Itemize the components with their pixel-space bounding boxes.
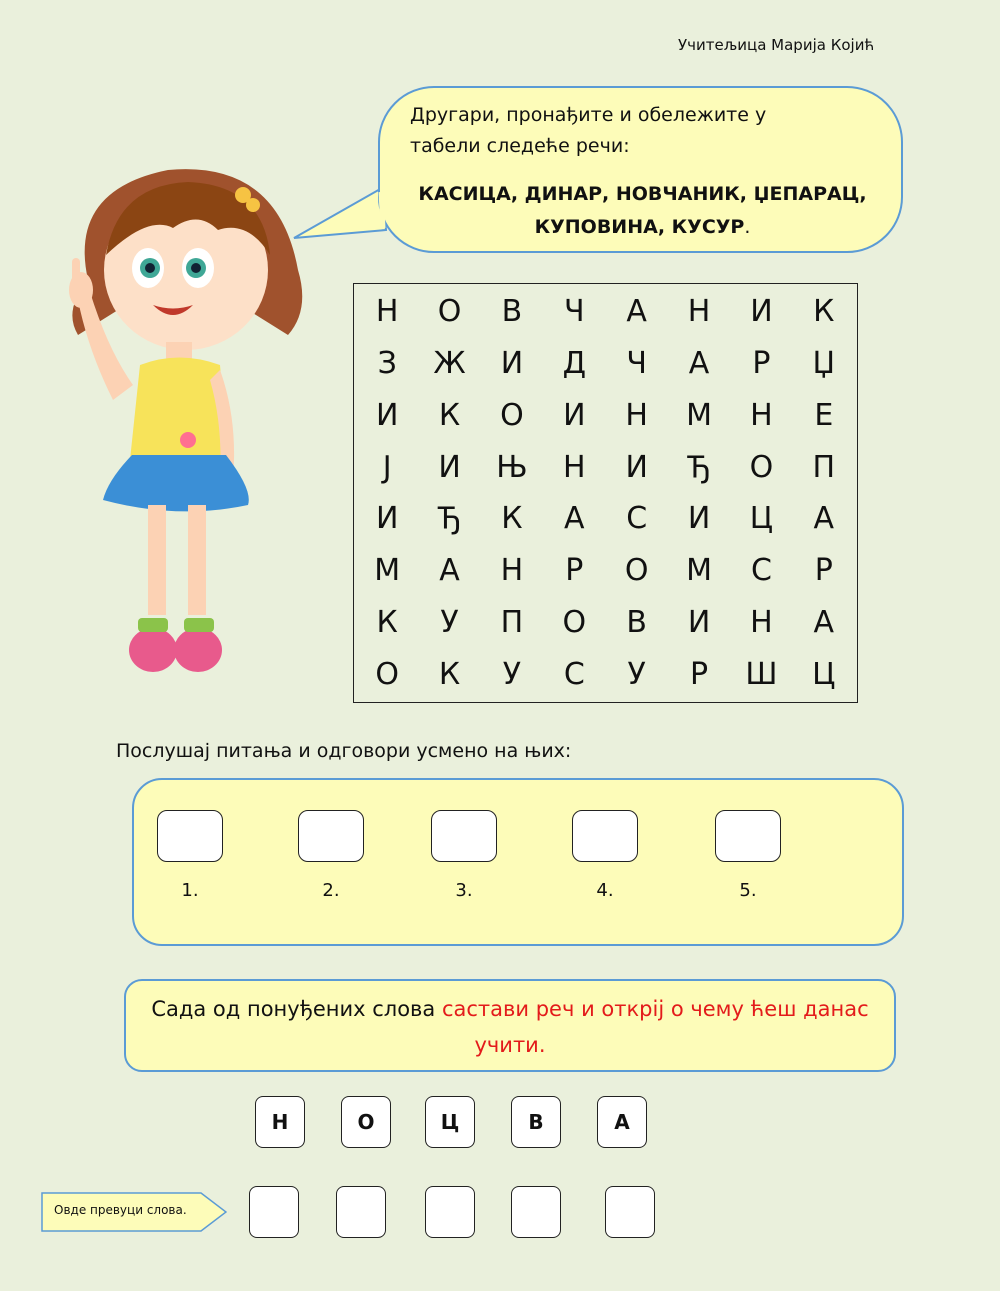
drop-slot-5[interactable]	[605, 1186, 655, 1238]
answer-box-2[interactable]	[298, 810, 364, 862]
answer-box-5[interactable]	[715, 810, 781, 862]
grid-cell[interactable]: З	[377, 346, 397, 382]
grid-cell[interactable]: И	[375, 501, 399, 537]
grid-cell[interactable]: У	[502, 656, 522, 692]
grid-cell[interactable]: Ђ	[437, 501, 462, 537]
grid-cell[interactable]: Р	[752, 346, 771, 382]
grid-cell[interactable]: И	[687, 604, 711, 640]
speech-words: КАСИЦА, ДИНАР, НОВЧАНИК, ЏЕПАРАЦ, КУПОВИНА, КУСУР	[418, 183, 867, 238]
letter-tile-4[interactable]: В	[511, 1096, 561, 1148]
task-text-red: састави реч и открij о чему ћеш данас учити.	[441, 997, 869, 1057]
grid-cell[interactable]: К	[501, 501, 523, 537]
drop-slot-2[interactable]	[336, 1186, 386, 1238]
grid-cell[interactable]: Ж	[433, 346, 466, 382]
drop-slot-1[interactable]	[249, 1186, 299, 1238]
grid-cell[interactable]: Ц	[749, 501, 774, 537]
answer-box-3[interactable]	[431, 810, 497, 862]
drop-slot-4[interactable]	[511, 1186, 561, 1238]
grid-cell[interactable]: А	[626, 294, 647, 330]
grid-cell[interactable]: Р	[565, 553, 584, 589]
speech-word-list	[400, 178, 885, 244]
grid-cell[interactable]: Н	[750, 604, 773, 640]
grid-cell[interactable]: О	[500, 397, 524, 433]
answer-box-4[interactable]	[572, 810, 638, 862]
grid-cell[interactable]: И	[375, 397, 399, 433]
author-name: Учитељица Марија Којић	[678, 36, 875, 54]
grid-cell[interactable]: Н	[750, 397, 773, 433]
grid-cell[interactable]: П	[500, 604, 524, 640]
grid-cell[interactable]: А	[439, 553, 460, 589]
grid-cell[interactable]: О	[749, 449, 774, 485]
grid-cell[interactable]: Ч	[564, 294, 585, 330]
grid-cell[interactable]: А	[564, 501, 585, 537]
grid-cell[interactable]: М	[686, 397, 712, 433]
grid-cell[interactable]: С	[563, 656, 585, 692]
grid-cell[interactable]: И	[750, 294, 773, 330]
answer-number-2: 2.	[322, 880, 340, 901]
grid-cell[interactable]: Н	[500, 553, 524, 589]
grid-cell[interactable]: К	[813, 294, 835, 330]
grid-cell[interactable]: Ј	[382, 449, 392, 485]
answer-number-5: 5.	[739, 880, 757, 901]
grid-cell[interactable]: Р	[690, 656, 709, 692]
grid-cell[interactable]: О	[562, 604, 587, 640]
answer-number-4: 4.	[596, 880, 614, 901]
grid-cell[interactable]: И	[438, 449, 461, 485]
grid-cell[interactable]: Ц	[812, 656, 836, 692]
grid-cell[interactable]: М	[374, 553, 401, 589]
speech-period: .	[744, 216, 751, 238]
grid-cell[interactable]: О	[437, 294, 462, 330]
letter-tile-5[interactable]: А	[597, 1096, 647, 1148]
speech-intro: Другари, пронађите и обележите у табели следеће речи:	[410, 104, 767, 157]
drop-slot-3[interactable]	[425, 1186, 475, 1238]
letter-tile-2[interactable]: О	[341, 1096, 391, 1148]
grid-cell[interactable]: И	[563, 397, 586, 433]
grid-cell[interactable]: Е	[814, 397, 834, 433]
grid-cell[interactable]: К	[376, 604, 398, 640]
letter-tile-1[interactable]: Н	[255, 1096, 305, 1148]
grid-cell[interactable]: У	[440, 604, 459, 640]
grid-cell[interactable]: Р	[814, 553, 833, 589]
grid-cell[interactable]: И	[687, 501, 711, 537]
answer-box-1[interactable]	[157, 810, 223, 862]
hint-text: Овде превуци слова.	[54, 1203, 187, 1217]
letter-tile-3[interactable]: Ц	[425, 1096, 475, 1148]
speech-bubble	[378, 86, 903, 253]
grid-cell[interactable]: В	[501, 294, 523, 330]
grid-cell[interactable]: И	[625, 449, 648, 485]
grid-cell[interactable]: Н	[687, 294, 711, 330]
grid-cell[interactable]: Џ	[812, 346, 836, 382]
grid-cell[interactable]: П	[812, 449, 836, 485]
answer-number-3: 3.	[455, 880, 473, 901]
grid-cell[interactable]: Ш	[745, 656, 778, 692]
grid-cell[interactable]: Н	[375, 294, 399, 330]
grid-cell[interactable]: Д	[562, 346, 587, 382]
word-search-grid[interactable]	[353, 283, 858, 703]
grid-cell[interactable]: С	[750, 553, 772, 589]
grid-cell[interactable]: А	[688, 346, 710, 382]
grid-cell[interactable]: Н	[625, 397, 648, 433]
grid-cell[interactable]: К	[438, 656, 461, 692]
grid-cell[interactable]: О	[375, 656, 399, 692]
grid-cell[interactable]: Ч	[626, 346, 647, 382]
task-text-black: Сада од понуђених слова	[151, 997, 442, 1021]
grid-cell[interactable]: Њ	[496, 449, 528, 485]
answers-panel	[132, 778, 904, 946]
grid-cell[interactable]: М	[686, 553, 712, 589]
girl-illustration	[48, 160, 318, 690]
grid-cell[interactable]: У	[627, 656, 646, 692]
grid-cell[interactable]: В	[626, 604, 647, 640]
grid-cell[interactable]: С	[626, 501, 648, 537]
grid-cell[interactable]: И	[500, 346, 524, 382]
grid-cell[interactable]: К	[438, 397, 461, 433]
answer-number-1: 1.	[181, 880, 199, 901]
grid-cell[interactable]: А	[813, 604, 835, 640]
task-text	[140, 991, 880, 1063]
grid-cell[interactable]: Ђ	[687, 449, 711, 485]
grid-cell[interactable]: О	[624, 553, 649, 589]
grid-cell[interactable]: Н	[563, 449, 586, 485]
questions-prompt: Послушај питања и одговори усмено на њих:	[116, 740, 572, 762]
task-panel	[124, 979, 896, 1072]
grid-cell[interactable]: А	[813, 501, 835, 537]
